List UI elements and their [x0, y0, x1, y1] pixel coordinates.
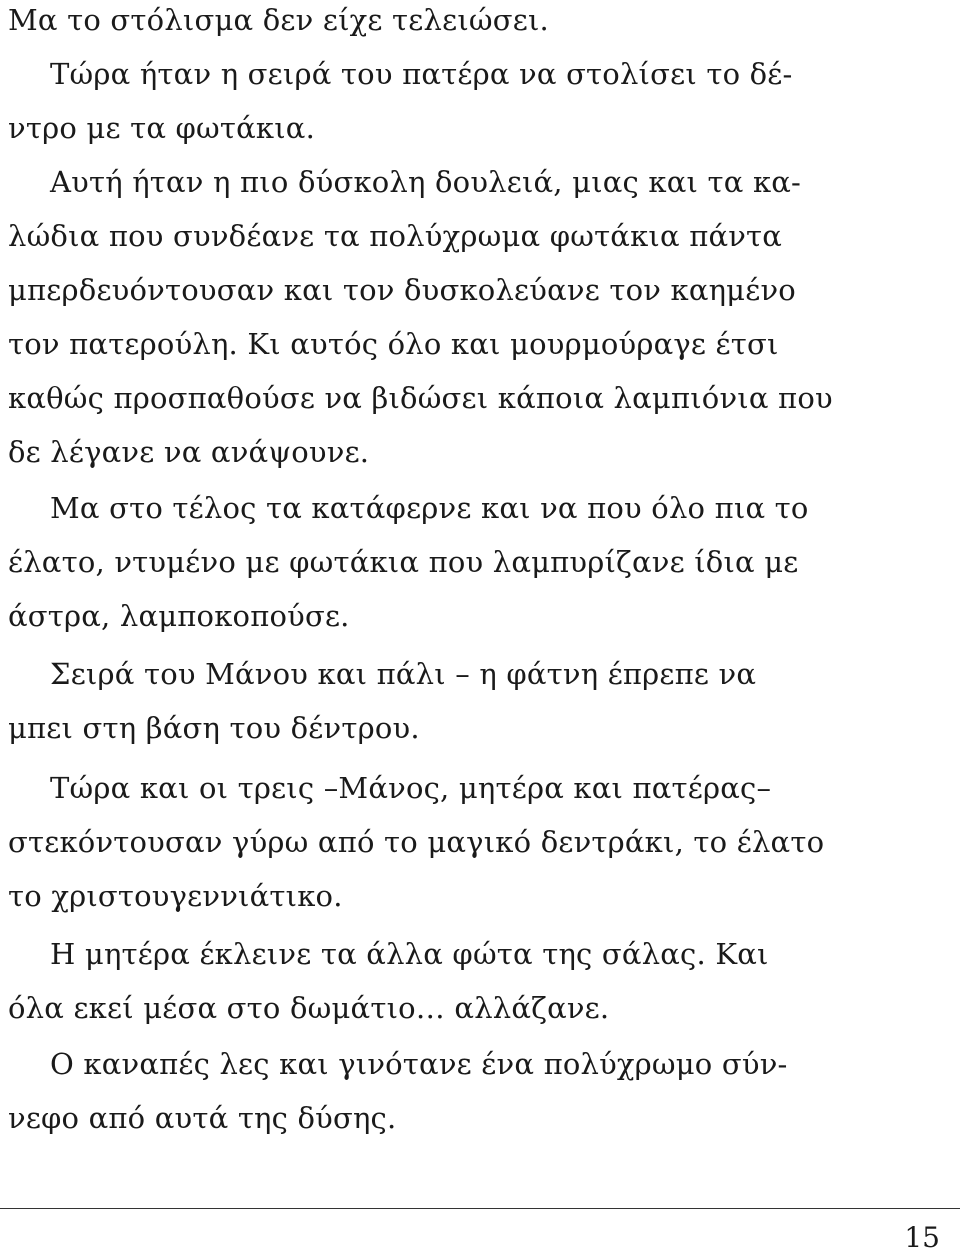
- text-line: Μα το στόλισμα δεν είχε τελειώσει.: [8, 3, 549, 37]
- text-line: στεκόντουσαν γύρω από το μαγικό δεντράκι, το έλατο: [8, 825, 825, 859]
- text-line: λώδια που συνδέανε τα πολύχρωμα φωτάκια πάντα: [8, 219, 783, 253]
- text-line: νεφο από αυτά της δύσης.: [8, 1101, 397, 1135]
- text-line: ντρο με τα φωτάκια.: [8, 111, 316, 145]
- text-line: καθώς προσπαθούσε να βιδώσει κάποια λαμπιόνια που: [8, 381, 833, 415]
- text-line: το χριστουγεννιάτικο.: [8, 879, 343, 913]
- text-line: μπερδευόντουσαν και τον δυσκολεύανε τον καημένο: [8, 273, 796, 307]
- text-line: Μα στο τέλος τα κατάφερνε και να που όλο πια το: [50, 491, 809, 525]
- text-line: Τώρα ήταν η σειρά του πατέρα να στολίσει το δέ-: [50, 57, 793, 91]
- text-line: Η μητέρα έκλεινε τα άλλα φώτα της σάλας. Και: [50, 937, 769, 971]
- page-number: 15: [904, 1221, 940, 1254]
- text-line: Αυτή ήταν η πιο δύσκολη δουλειά, μιας και τα κα-: [50, 165, 802, 199]
- text-line: άστρα, λαμποκοπούσε.: [8, 599, 350, 633]
- text-line: δε λέγανε να ανάψουνε.: [8, 435, 370, 469]
- text-line: Ο καναπές λες και γινότανε ένα πολύχρωμο σύν-: [50, 1047, 788, 1081]
- text-line: έλατο, ντυμένο με φωτάκια που λαμπυρίζανε ίδια με: [8, 545, 799, 579]
- text-line: μπει στη βάση του δέντρου.: [8, 711, 420, 745]
- text-line: τον πατερούλη. Κι αυτός όλο και μουρμούραγε έτσι: [8, 327, 779, 361]
- text-line: Σειρά του Μάνου και πάλι – η φάτνη έπρεπε να: [50, 657, 757, 691]
- footer-divider: [0, 1208, 960, 1209]
- text-line: Τώρα και οι τρεις –Μάνος, μητέρα και πατέρας–: [50, 771, 772, 805]
- text-line: όλα εκεί μέσα στο δωμάτιο… αλλάζανε.: [8, 991, 610, 1025]
